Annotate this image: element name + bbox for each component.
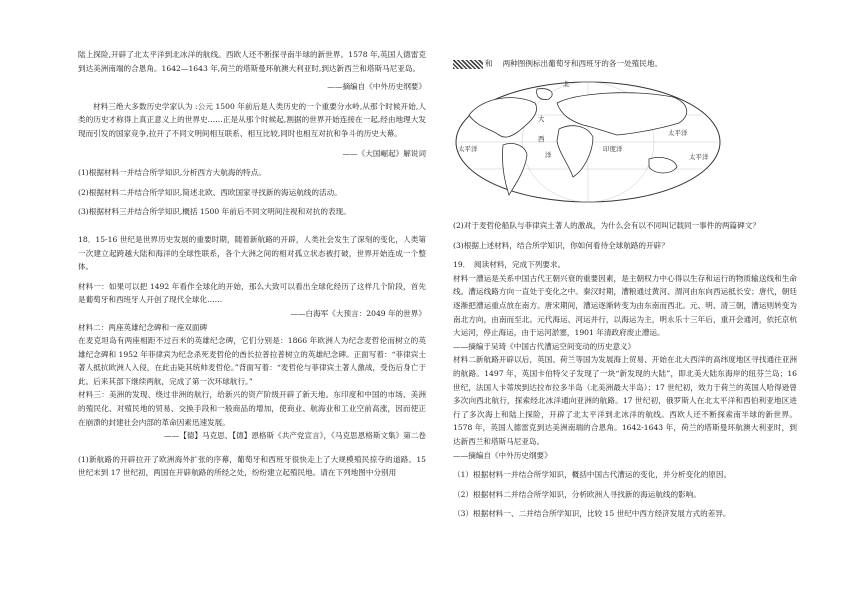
- material-title: 材料二：两座英雄纪念碑和一座双面碑: [78, 322, 208, 332]
- question: （3）根据材料一、二并结合所学知识，比较 15 世纪中西方经济发展方式的差异。: [453, 509, 731, 519]
- question: (2)根据材料二并结合所学知识,简述北欧、西欧国家寻找新的海运航线的活动。: [78, 187, 342, 197]
- source-citation: ——白海军《大预言：2049 年的世界》: [290, 308, 426, 318]
- material-paragraph: 材料一：如果可以把 1492 年看作全球化的开始，那么大致可以看出全球化经历了这样几个阶段，首先是葡萄牙和西班牙人开创了现代全球化……: [78, 281, 426, 305]
- question: （2）根据材料二并结合所学知识，分析欧洲人寻找新的海运航线的影响。: [453, 489, 701, 499]
- map-label: 西: [538, 135, 545, 143]
- question-19: 19． 阅读材料，完成下列要求。: [453, 260, 566, 270]
- right-column: [453, 0, 797, 521]
- left-column: [78, 0, 426, 480]
- material-paragraph: 材料三：美洲的发现、绕过非洲的航行，给新兴的资产阶级开辟了新天地。东印度和中国的市场、美洲的殖民化、对殖民地的贸易、交换手段和一般商品的增加，使商业、航海业和工业空前高涨，因而使正在崩溃的封建社会内部的革命因素迅速发展。: [78, 390, 426, 427]
- question: (3)根据上述材料，结合所学知识，你如何看待全球航路的开辟？: [453, 240, 669, 250]
- map-label: 印度洋: [603, 145, 623, 153]
- question: (3)根据材料三并结合所学知识,概括 1500 年前后不同文明间注视和对抗的表现。: [78, 207, 351, 217]
- world-map[interactable]: [453, 79, 723, 205]
- map-label: 大: [538, 115, 545, 123]
- hatch-legend-icon: [453, 60, 483, 69]
- question: (1)新航路的开辟拉开了欧洲海外扩张的序幕，葡萄牙和西班牙很快走上了大规模殖民掠夺的道路。15 世纪末到 17 世纪初，两国在开辟航路的所经之处，纷纷建立起殖民地。请在下列地图中分别用: [78, 454, 426, 478]
- legend-text: 和: [485, 59, 493, 69]
- greenland-landmass: [537, 89, 553, 100]
- paragraph: 陆上探险,开辟了北太平洋到北冰洋的航线。西欧人还不断探寻南半球的新世界。1578 年,英国人德雷克到达美洲南端的合恩角。1642—1643 年,荷兰的塔斯曼环航澳大利亚时,到达新西兰和塔斯马尼亚岛。: [78, 50, 426, 73]
- material-paragraph: 材料三绝大多数历史学家认为 :公元 1500 年前后是人类历史的一个重要分水岭,从那个时候开始,人类的历史才称得上真正意义上的世界史……正是从那个时候起,割据的世界开始连接在一起,经由地理大发现而引发的国家竞争,拉开了不同文明间相互联系、相互比较,同时也相互对抗和争斗的历史大幕。: [78, 101, 426, 138]
- map-label: 太平洋: [458, 145, 478, 153]
- material-paragraph: 材料一漕运是关系中国古代王朝兴衰的重要因素，是主朝权力中心得以生存和运行的物质输送线和生命线。漕运线路方向一直处于变化之中。秦汉时期，漕粮通过黄河、渭河由东向西运抵长安；唐代，朝廷逐渐把漕运重点放在南方。唐宋期间，漕运逐渐转变为由东南而西北。元、明、清三朝，漕运则转变为南北方向，由南而至北。元代海运、河运并行，以海运为主，明永乐十三年后，重开会通河，依托京杭大运河，停止海运，由于运河淤塞，1901 年清政府废止漕运。: [453, 273, 797, 338]
- question: (1)根据材料一并结合所学知识,分析西方大航海的特点。: [78, 168, 266, 178]
- legend-text: 两种图例标出葡萄牙和西班牙的各一处殖民地。: [502, 59, 663, 69]
- map-label: 太平洋: [689, 153, 709, 161]
- source-citation: ——《大国崛起》解说词: [342, 148, 426, 158]
- source-citation: ——摘编自《中外历史纲要》: [453, 450, 552, 460]
- map-label: 北: [563, 80, 570, 88]
- question-18: 18．15-16 世纪是世界历史发展的重要时期，随着新航路的开辟，人类社会发生了深刻的变化，人类第一次建立起跨越大陆和海洋的全球性联系，各个大洲之间的相对孤立状态被打破，世界开始连成一个整体。: [78, 234, 426, 272]
- material-paragraph: 在麦克坦岛有两座相距不过百米的英雄纪念碑，它们分别是：1866 年欧洲人为纪念麦哲伦而树立的英雄纪念碑和 1952 年菲律宾为纪念杀死麦哲伦的酋长拉普拉普树立的英雄纪念碑。正面写着：“菲律宾士著人抵抗欧洲人入侵，在此击毙其统帅麦哲伦。”背面写着：“麦哲伦与菲律宾土著人激战，受伤后身亡于此。后来其部下继续两航，完成了第一次环球航行。”: [78, 336, 426, 386]
- source-citation: ——【德】马克思、【德】恩格斯《共产党宣言》，《马克思恩格斯文集》第二卷: [164, 431, 426, 441]
- map-label: 洋: [545, 151, 552, 159]
- question: （1）根据材料一并结合所学知识，概括中国古代漕运的变化，并分析变化的原因。: [453, 470, 732, 480]
- source-citation: ——摘编自《中外历史纲要》: [327, 82, 426, 92]
- map-label: 太平洋: [668, 129, 688, 137]
- source-citation: ——摘编于吴琦《中国古代漕运空间变动的历史意义》: [453, 341, 636, 351]
- legend-line: [453, 55, 797, 73]
- question: (2)对于麦哲伦船队与菲律宾土著人的激战，为什么会有以不同叫记载同一事件的两篇碑文？: [453, 221, 760, 230]
- material-paragraph: 材料二新航路开辟以后，英国、荷兰等国为发展海上贸易、开始在北大西洋的高纬度地区寻找通往亚洲的航路。1497 年，英国卡伯特父子发现了一块“新发现的大陆”，即北美大陆东海岸的纽芬兰岛；16 世纪，法国人卡蒂埃到达拉布拉多半岛（北美洲最大半岛）；17 世纪初，效力于荷兰的英国人哈得逊曾多次向西北航行，探索经北冰洋通向亚洲的航路。17 世纪初，俄罗斯人在北太平洋和西伯利亚地区进行了多次海上和陆上探险，开辟了北太平洋到北冰洋的航线。西欧人还不断探索南半球的新世界。1578 年，英国人德雷克到达美洲南端的合恩角。1642-1643 年，荷兰的塔斯曼环航澳大利亚时，到达新西兰和塔斯马尼亚岛。: [453, 355, 797, 446]
